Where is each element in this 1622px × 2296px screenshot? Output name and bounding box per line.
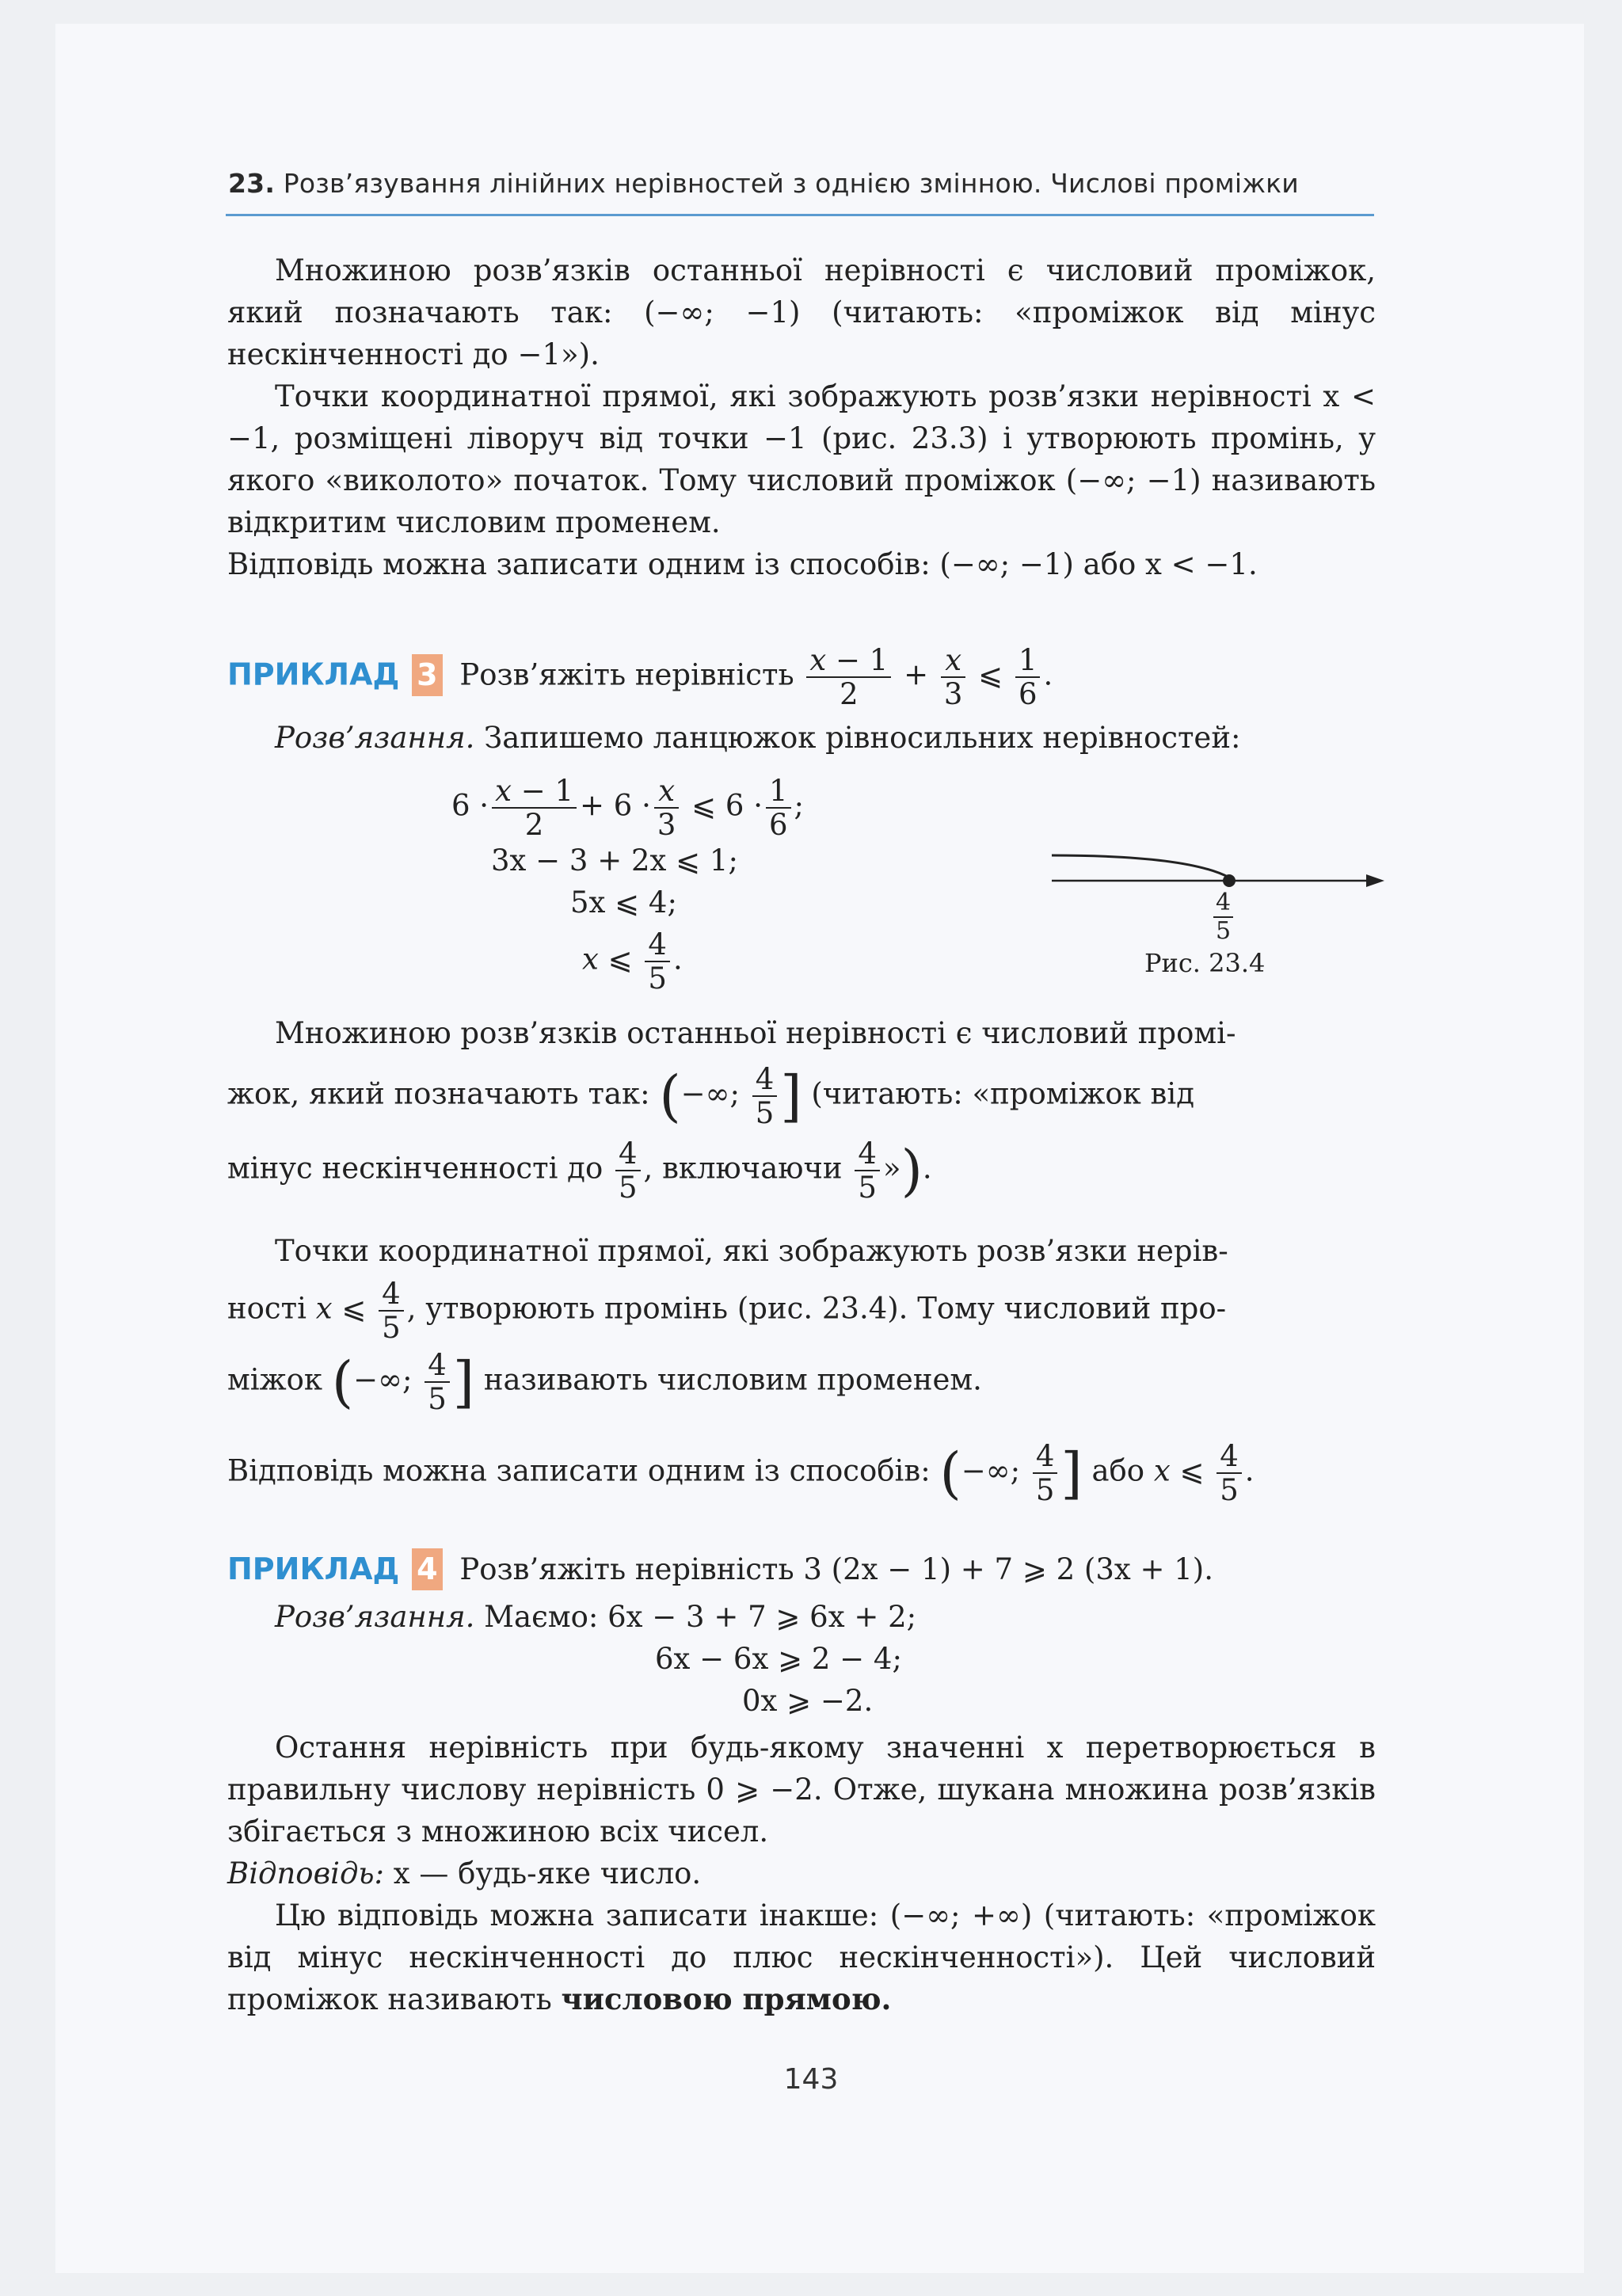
solution-label: Розв’язання. — [275, 721, 475, 755]
answer-line: Відповідь: x — будь-яке число. — [227, 1856, 702, 1890]
header-divider — [226, 214, 1374, 216]
figure-23-4 — [1045, 832, 1386, 982]
paragraph-6: Відповідь можна записати одним із способів: (−∞; $\frac{4}{5}$ ] або x ⩽ $\frac{4}{5}$ . — [227, 1439, 1255, 1507]
paragraph-2: Точки координатної прямої, які зображують розв’язки нерівності x < −1, розміщені ліворуч від точки −1 (рис. 23.3) і утворюють промінь, у якого «виколото» початок. Тому числовий проміжок (−∞; −1) називають відкритим числовим променем. — [227, 379, 1376, 539]
example-label: ПРИКЛАД — [227, 657, 400, 692]
fraction-x-minus-1-over-2: $\frac{x - 1}{2}$ — [806, 645, 891, 709]
example-3: ПРИКЛАД 3 Розв’яжіть нерівність $\frac{x - 1}{2}$ + $\frac{x}{3}$ ⩽ $\frac{1}{6}$ . — [227, 643, 1053, 711]
example-task: Розв’яжіть нерівність — [459, 657, 794, 692]
solution-chain — [451, 774, 1006, 996]
paragraph-1: Множиною розв’язків останньої нерівності є числовий проміжок, який позначають так: (−∞; −1) (читають: «проміжок від мінус нескінченності до −1»). — [227, 253, 1376, 371]
fraction-1-over-6: $\frac{1}{6}$ — [1015, 645, 1041, 709]
solution-text: Запишемо ланцюжок рівносильних нерівностей: — [484, 721, 1241, 755]
example-number: 3 — [412, 654, 442, 696]
page-number: 143 — [783, 2063, 839, 2096]
ray-arc — [1052, 855, 1229, 878]
chain-line-2: 3x − 3 + 2x ⩽ 1; — [491, 843, 738, 878]
section-number: 23. — [228, 168, 276, 199]
paragraph-3: Відповідь можна записати одним із способів: (−∞; −1) або x < −1. — [227, 547, 1258, 581]
running-header — [228, 168, 1376, 199]
paragraph-7: Остання нерівність при будь-якому значенні x перетворюється в правильну числову нерівність 0 ⩾ −2. Отже, шукана множина розв’язків збігається з множиною всіх чисел. — [227, 1731, 1376, 1849]
figure-caption: Рис. 23.4 — [1144, 948, 1266, 978]
axis-arrow — [1366, 874, 1384, 887]
paragraph-5: Точки координатної прямої, які зображують розв’язки нерів- ності x ⩽ $\frac{4}{5}$ , утворюють промінь (рис. 23.4). Тому числовий про- міжок (−∞; $\frac{4}{5}$ ] називають числовим променем. — [227, 1234, 1228, 1416]
term-number-line: числовою прямою. — [561, 1982, 892, 2016]
example-4-solution: Розв’язання. Маємо: 6x − 3 + 7 ⩾ 6x + 2; 6x − 6x ⩾ 2 − 4; 0x ⩾ −2. — [275, 1600, 917, 1718]
example-number: 4 — [412, 1548, 442, 1590]
chain-line-3: 5x ⩽ 4; — [570, 885, 677, 920]
solution-label: Розв’язання. — [275, 1600, 475, 1634]
example-label: ПРИКЛАД — [227, 1552, 400, 1586]
tick-label: 4 5 — [1213, 891, 1233, 943]
section-title: Розв’язування лінійних нерівностей з однією змінною. Числові проміжки — [283, 168, 1299, 199]
closed-point — [1223, 874, 1236, 887]
example-4 — [227, 1548, 1376, 1590]
conclusion-block — [227, 1727, 1376, 2020]
paragraph-4: Множиною розв’язків останньої нерівності є числовий промі- жок, який позначають так: (−∞; $\frac{4}{5}$ ] (читають: «проміжок від мінус нескінченності до $\frac{4}{5}$ , включаючи $\frac{4}{5}$ »). — [227, 1016, 1236, 1205]
fraction-x-over-3: $\frac{x}{3}$ — [941, 645, 966, 709]
chain-line-1: 6 · $\frac{x - 1}{2}$ + 6 · $\frac{x}{3}$ ⩽ 6 · $\frac{1}{6}$ ; — [451, 774, 805, 842]
intro-block — [227, 249, 1376, 585]
chain-line-4: x ⩽ $\frac{4}{5}$ . — [582, 927, 683, 996]
solution-intro — [227, 717, 1376, 759]
paragraph-8: Цю відповідь можна записати інакше: (−∞; +∞) (читають: «проміжок від мінус нескінченності до плюс нескінченності»). Цей числовий проміжок називають числовою прямою. — [227, 1898, 1376, 2016]
example-task: Розв’яжіть нерівність 3 (2x − 1) + 7 ⩾ 2 (3x + 1). — [459, 1552, 1213, 1586]
